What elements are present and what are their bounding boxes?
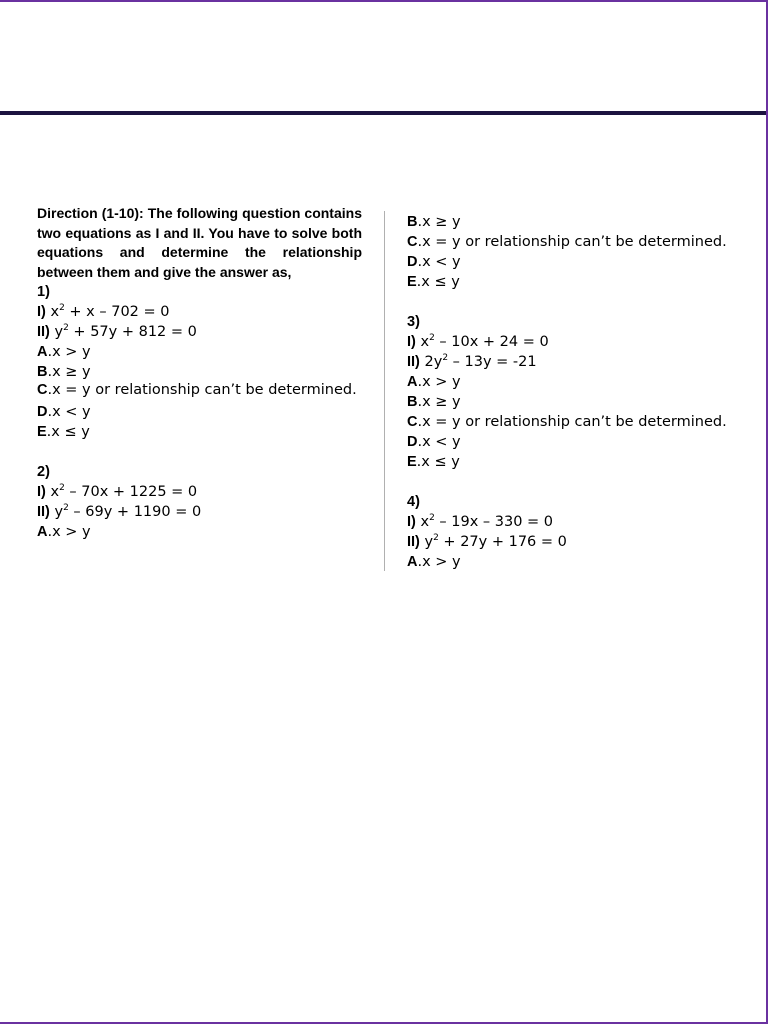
option-b	[407, 392, 757, 412]
option-e	[37, 422, 362, 442]
right-column	[407, 212, 757, 572]
option-text: .x > y	[47, 344, 91, 360]
equation-text: 2y	[419, 354, 443, 370]
option-letter: E	[37, 424, 47, 440]
option-text: .x ≤ y	[46, 424, 90, 440]
question-2	[37, 462, 362, 542]
option-c	[407, 412, 757, 432]
equation-text: x	[415, 334, 430, 350]
option-e	[407, 272, 757, 292]
question-4	[407, 492, 757, 572]
option-letter: D	[407, 254, 418, 270]
option-e	[407, 452, 757, 472]
equation-text: y	[49, 504, 64, 520]
exponent: 2	[442, 353, 449, 363]
exponent: 2	[59, 303, 65, 313]
option-text: .x ≤ y	[416, 454, 460, 470]
question-number: 4)	[407, 494, 420, 510]
equation-text: x	[45, 304, 60, 320]
equation-1	[37, 482, 362, 502]
equation-1	[37, 302, 362, 322]
exponent: 2	[63, 323, 69, 333]
equation-text: – 69y + 1190 = 0	[68, 504, 202, 520]
exponent: 2	[433, 533, 439, 543]
option-letter: B	[407, 214, 418, 230]
equation-text: x	[415, 514, 430, 530]
exponent: 2	[429, 513, 435, 523]
equation-text: – 10x + 24 = 0	[434, 334, 549, 350]
option-text: .x > y	[417, 374, 461, 390]
option-text: .x < y	[417, 434, 461, 450]
exponent: 2	[63, 503, 69, 513]
equation-2	[37, 502, 362, 522]
equation-2	[407, 352, 757, 372]
option-c	[37, 382, 362, 402]
option-letter: C	[37, 382, 48, 398]
left-column	[37, 204, 362, 542]
option-text: .x = y or relationship can’t be determined.	[417, 414, 727, 430]
question-1	[37, 282, 362, 442]
question-3	[407, 312, 757, 472]
equation-1	[407, 332, 757, 352]
option-letter: E	[407, 274, 417, 290]
option-b	[37, 362, 362, 382]
option-text: .x > y	[417, 554, 461, 570]
equation-text: y	[419, 534, 434, 550]
option-a	[37, 342, 362, 362]
option-text: .x = y or relationship can’t be determined.	[47, 382, 357, 398]
equation-label: II)	[37, 504, 50, 520]
exponent: 2	[59, 483, 65, 493]
exponent: 2	[429, 333, 435, 343]
option-letter: D	[37, 404, 48, 420]
spacer	[407, 472, 757, 492]
spacer	[407, 292, 757, 312]
option-letter: C	[407, 414, 418, 430]
option-d	[407, 252, 757, 272]
direction-text: Direction (1-10): The following question contains two equations as I and II. You have to solve both equations and determine the relationship between them and give the answer as,	[37, 205, 362, 280]
option-text: .x < y	[417, 254, 461, 270]
equation-text: y	[49, 324, 64, 340]
option-letter: A	[37, 524, 48, 540]
equation-label: I)	[37, 484, 46, 500]
option-text: .x < y	[47, 404, 91, 420]
equation-label: II)	[407, 534, 420, 550]
equation-label: I)	[407, 514, 416, 530]
option-letter: A	[37, 344, 48, 360]
option-text: .x ≥ y	[417, 394, 461, 410]
equation-text: – 19x – 330 = 0	[434, 514, 554, 530]
header-rule	[0, 111, 766, 115]
option-d	[37, 402, 362, 422]
equation-text: – 13y = -21	[448, 354, 537, 370]
equation-label: I)	[407, 334, 416, 350]
equation-label: II)	[37, 324, 50, 340]
option-letter: A	[407, 554, 418, 570]
option-letter: B	[407, 394, 418, 410]
option-letter: A	[407, 374, 418, 390]
option-a	[37, 522, 362, 542]
option-a	[407, 372, 757, 392]
option-letter: B	[37, 364, 48, 380]
option-c	[407, 232, 757, 252]
question-2-continued	[407, 212, 757, 292]
option-letter: D	[407, 434, 418, 450]
equation-text: + 27y + 176 = 0	[438, 534, 567, 550]
equation-text: x	[45, 484, 60, 500]
column-divider	[384, 211, 385, 571]
equation-text: + x – 702 = 0	[64, 304, 170, 320]
question-number: 3)	[407, 314, 420, 330]
option-letter: E	[407, 454, 417, 470]
option-text: .x ≥ y	[417, 214, 461, 230]
equation-text: + 57y + 812 = 0	[68, 324, 197, 340]
option-d	[407, 432, 757, 452]
option-text: .x > y	[47, 524, 91, 540]
question-number: 1)	[37, 284, 50, 300]
equation-text: – 70x + 1225 = 0	[64, 484, 198, 500]
spacer	[37, 442, 362, 462]
equation-2	[37, 322, 362, 342]
equation-label: II)	[407, 354, 420, 370]
option-b	[407, 212, 757, 232]
equation-label: I)	[37, 304, 46, 320]
option-text: .x ≤ y	[416, 274, 460, 290]
option-text: .x = y or relationship can’t be determined.	[417, 234, 727, 250]
option-a	[407, 552, 757, 572]
equation-1	[407, 512, 757, 532]
option-letter: C	[407, 234, 418, 250]
question-number: 2)	[37, 464, 50, 480]
equation-2	[407, 532, 757, 552]
option-text: .x ≥ y	[47, 364, 91, 380]
